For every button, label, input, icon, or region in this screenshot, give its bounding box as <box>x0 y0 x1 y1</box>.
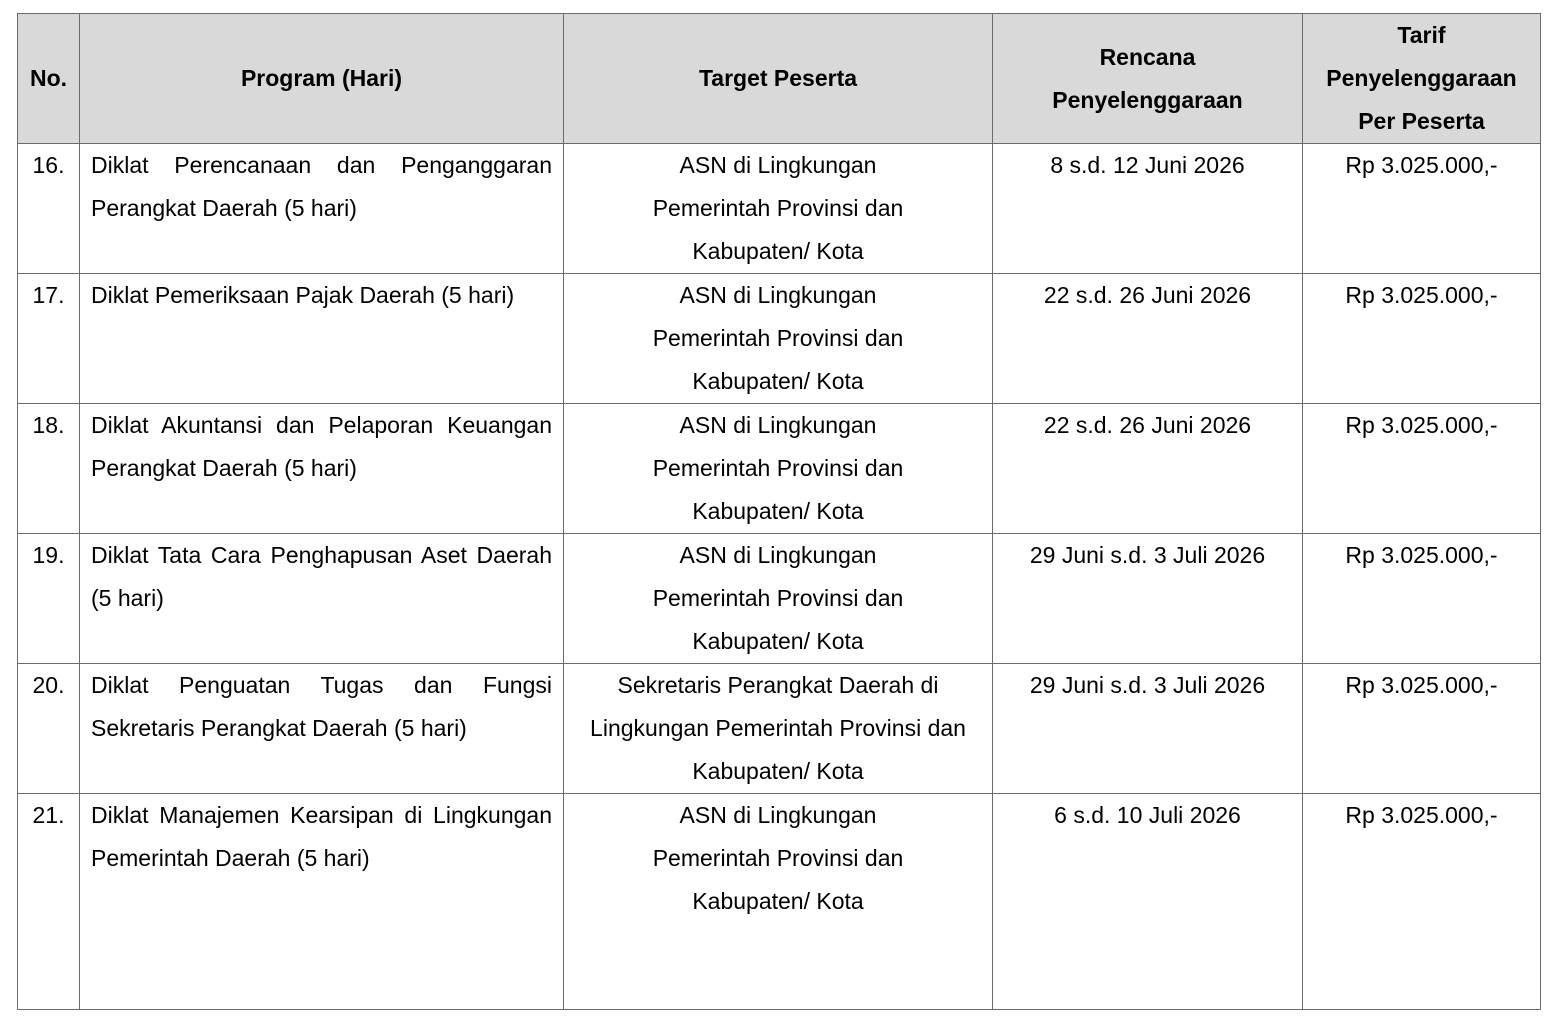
table-row <box>18 794 1541 1010</box>
cell-target <box>564 534 993 664</box>
cell-fee: Rp 3.025.000,- <box>1303 144 1541 274</box>
cell-fee: Rp 3.025.000,- <box>1303 664 1541 794</box>
cell-target <box>564 274 993 404</box>
cell-fee: Rp 3.025.000,- <box>1303 794 1541 1010</box>
cell-fee: Rp 3.025.000,- <box>1303 534 1541 664</box>
cell-plan: 22 s.d. 26 Juni 2026 <box>993 274 1303 404</box>
cell-fee: Rp 3.025.000,- <box>1303 274 1541 404</box>
table-header <box>18 14 1541 144</box>
header-row <box>18 14 1541 144</box>
cell-target <box>564 664 993 794</box>
cell-target-text: ASN di Lingkungan Pemerintah Provinsi dan Kabupaten/ Kota <box>652 152 904 264</box>
table-row <box>18 404 1541 534</box>
cell-no: 20. <box>18 664 80 794</box>
cell-plan: 22 s.d. 26 Juni 2026 <box>993 404 1303 534</box>
cell-target-text: ASN di Lingkungan Pemerintah Provinsi dan Kabupaten/ Kota <box>652 282 904 394</box>
cell-program: Diklat Manajemen Kearsipan di Lingkungan Pemerintah Daerah (5 hari) <box>80 794 564 1010</box>
cell-target-text: ASN di Lingkungan Pemerintah Provinsi dan Kabupaten/ Kota <box>652 412 904 524</box>
table-row <box>18 144 1541 274</box>
cell-no: 17. <box>18 274 80 404</box>
header-plan <box>993 14 1303 144</box>
cell-target <box>564 404 993 534</box>
table-row <box>18 274 1541 404</box>
cell-target-text: ASN di Lingkungan Pemerintah Provinsi dan Kabupaten/ Kota <box>652 542 904 654</box>
table-row <box>18 664 1541 794</box>
training-schedule-table-container <box>17 13 1540 1010</box>
cell-plan: 29 Juni s.d. 3 Juli 2026 <box>993 664 1303 794</box>
cell-target-text: ASN di Lingkungan Pemerintah Provinsi dan Kabupaten/ Kota <box>652 802 904 914</box>
cell-no: 19. <box>18 534 80 664</box>
cell-program: Diklat Perencanaan dan Penganggaran Perangkat Daerah (5 hari) <box>80 144 564 274</box>
cell-no: 16. <box>18 144 80 274</box>
cell-program: Diklat Pemeriksaan Pajak Daerah (5 hari) <box>80 274 564 404</box>
cell-fee: Rp 3.025.000,- <box>1303 404 1541 534</box>
cell-plan: 6 s.d. 10 Juli 2026 <box>993 794 1303 1010</box>
header-plan-text: Rencana Penyelenggaraan <box>1052 43 1243 113</box>
cell-program: Diklat Tata Cara Penghapusan Aset Daerah (5 hari) <box>80 534 564 664</box>
cell-plan: 29 Juni s.d. 3 Juli 2026 <box>993 534 1303 664</box>
cell-no: 21. <box>18 794 80 1010</box>
cell-program: Diklat Penguatan Tugas dan Fungsi Sekretaris Perangkat Daerah (5 hari) <box>80 664 564 794</box>
cell-plan: 8 s.d. 12 Juni 2026 <box>993 144 1303 274</box>
cell-program: Diklat Akuntansi dan Pelaporan Keuangan Perangkat Daerah (5 hari) <box>80 404 564 534</box>
cell-target-text: Sekretaris Perangkat Daerah di Lingkungan Pemerintah Provinsi dan Kabupaten/ Kota <box>590 672 966 784</box>
header-no: No. <box>18 14 80 144</box>
training-schedule-table <box>17 13 1541 1010</box>
header-target: Target Peserta <box>564 14 993 144</box>
cell-target <box>564 794 993 1010</box>
header-program: Program (Hari) <box>80 14 564 144</box>
header-fee-text: Tarif Penyelenggaraan Per Peserta <box>1326 22 1517 134</box>
header-fee <box>1303 14 1541 144</box>
table-row <box>18 534 1541 664</box>
cell-no: 18. <box>18 404 80 534</box>
cell-target <box>564 144 993 274</box>
table-body <box>18 144 1541 1010</box>
